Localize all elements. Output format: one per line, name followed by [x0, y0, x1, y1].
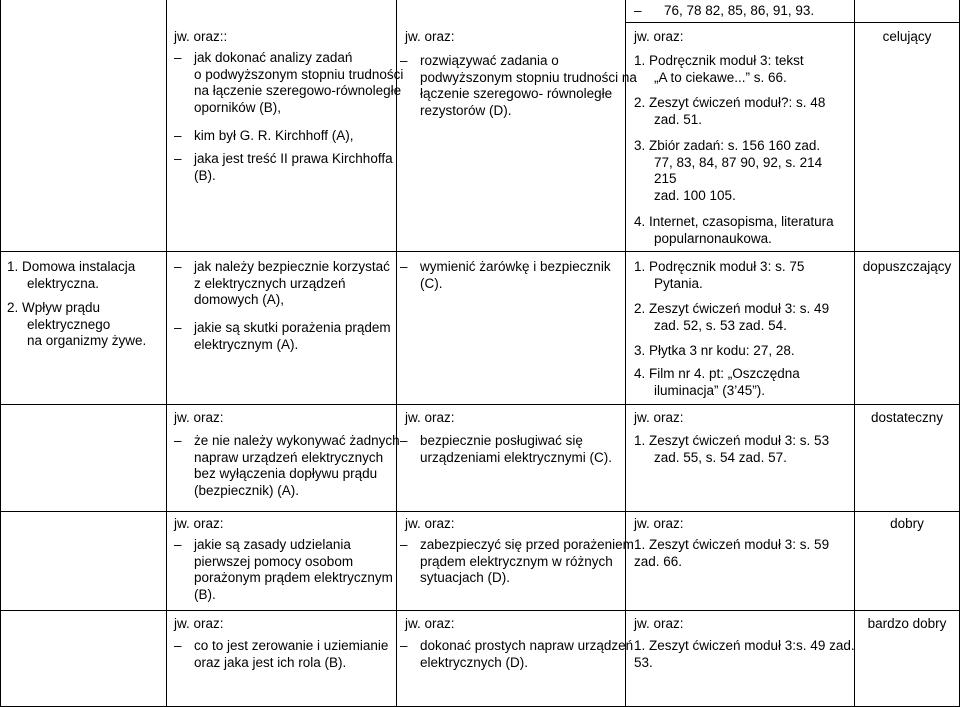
list-item: 1. Podręcznik moduł 3: s. 75 Pytania.: [634, 259, 805, 291]
grid-line: [166, 0, 167, 707]
list-item: – bezpiecznie posługiwać się urządzeniami elektrycznymi (C).: [420, 433, 612, 466]
list-item: 2. Zeszyt ćwiczeń moduł 3: s. 49 zad. 52, s. 53 zad. 54.: [634, 301, 830, 333]
grade-label: dobry: [890, 516, 924, 531]
list-item: 3. Płytka 3 nr kodu: 27, 28.: [634, 343, 795, 358]
block-head: jw. oraz:: [634, 410, 684, 425]
list-item: 4. Internet, czasopisma, literatura popularnonaukowa.: [634, 214, 834, 246]
list-item: – że nie należy wykonywać żadnych napraw urządzeń elektrycznych bez wyłączenia dopływu prądu (bezpiecznik) (A).: [194, 433, 400, 499]
top-note: 76, 78 82, 85, 86, 91, 93.: [664, 3, 815, 18]
list-item: – zabezpieczyć się przed porażeniem prądem elektrycznym w różnych sytuacjach (D).: [420, 537, 634, 587]
grade-label: bardzo dobry: [867, 616, 947, 631]
block-head: jw. oraz:: [405, 616, 455, 631]
list-item: 2. Zeszyt ćwiczeń moduł?: s. 48 zad. 51.: [634, 95, 826, 127]
list-item: – rozwiązywać zadania o podwyższonym stopniu trudności na łączenie szeregowo- równoległe rezystorów (D).: [420, 53, 637, 119]
block-head: jw. oraz:: [174, 410, 224, 425]
block-head: jw. oraz:: [405, 29, 455, 44]
grid-line: [0, 0, 1, 707]
block-head: jw. oraz:: [634, 29, 684, 44]
block-head: jw. oraz::: [174, 29, 228, 44]
dash-mark: –: [634, 3, 642, 18]
row-divider: [0, 404, 960, 405]
list-item: 4. Film nr 4. pt: „Oszczędna iluminacja” (3’45”).: [634, 366, 800, 398]
list-item: 1. Zeszyt ćwiczeń moduł 3: s. 53 zad. 55, s. 54 zad. 57.: [634, 433, 830, 465]
list-item: – jakie są zasady udzielania pierwszej pomocy osobom porażonym prądem elektrycznym (B).: [194, 537, 393, 603]
list-item: – jak dokonać analizy zadań o podwyższonym stopniu trudności na łączenie szeregowo-równoległe oporników (B),: [194, 50, 403, 116]
block-head: jw. oraz:: [634, 616, 684, 631]
list-item: – kim był G. R. Kirchhoff (A),: [194, 128, 354, 145]
row-divider: [0, 251, 960, 252]
row-divider: [626, 22, 960, 23]
list-item: – jaka jest treść II prawa Kirchhoffa (B).: [194, 151, 393, 184]
row-divider: [0, 610, 960, 611]
grade-label: celujący: [882, 29, 932, 44]
block-head: jw. oraz:: [634, 516, 684, 531]
block-head: jw. oraz:: [174, 516, 224, 531]
topic-item: 2. Wpływ prądu elektrycznego na organizmy żywe.: [7, 300, 147, 348]
list-item: – jakie są skutki porażenia prądem elektrycznym (A).: [194, 320, 391, 353]
grade-label: dostateczny: [870, 410, 944, 425]
grade-label: dopuszczający: [862, 259, 952, 274]
topic-item: 1. Domowa instalacja elektryczna.: [7, 259, 136, 291]
list-item: – jak należy bezpiecznie korzystać z elektrycznych urządzeń domowych (A),: [194, 259, 390, 309]
list-item: – dokonać prostych napraw urządzeń elektrycznych (D).: [420, 638, 633, 671]
block-head: jw. oraz:: [405, 516, 455, 531]
list-item: 1. Zeszyt ćwiczeń moduł 3: s. 59 zad. 66.: [634, 537, 830, 569]
block-head: jw. oraz:: [405, 410, 455, 425]
list-item: 3. Zbiór zadań: s. 156 160 zad. 77, 83, 84, 87 90, 92, s. 214 215 zad. 100 105.: [634, 138, 823, 203]
list-item: 1. Podręcznik moduł 3: tekst „A to ciekawe...” s. 66.: [634, 53, 804, 85]
list-item: 1. Zeszyt ćwiczeń moduł 3:s. 49 zad. 53.: [634, 638, 855, 670]
list-item: – co to jest zerowanie i uziemianie oraz jaka jest ich rola (B).: [194, 638, 388, 671]
list-item: – wymienić żarówkę i bezpiecznik (C).: [420, 259, 611, 292]
row-divider: [0, 511, 960, 512]
grid-line: [854, 0, 855, 707]
block-head: jw. oraz:: [174, 616, 224, 631]
